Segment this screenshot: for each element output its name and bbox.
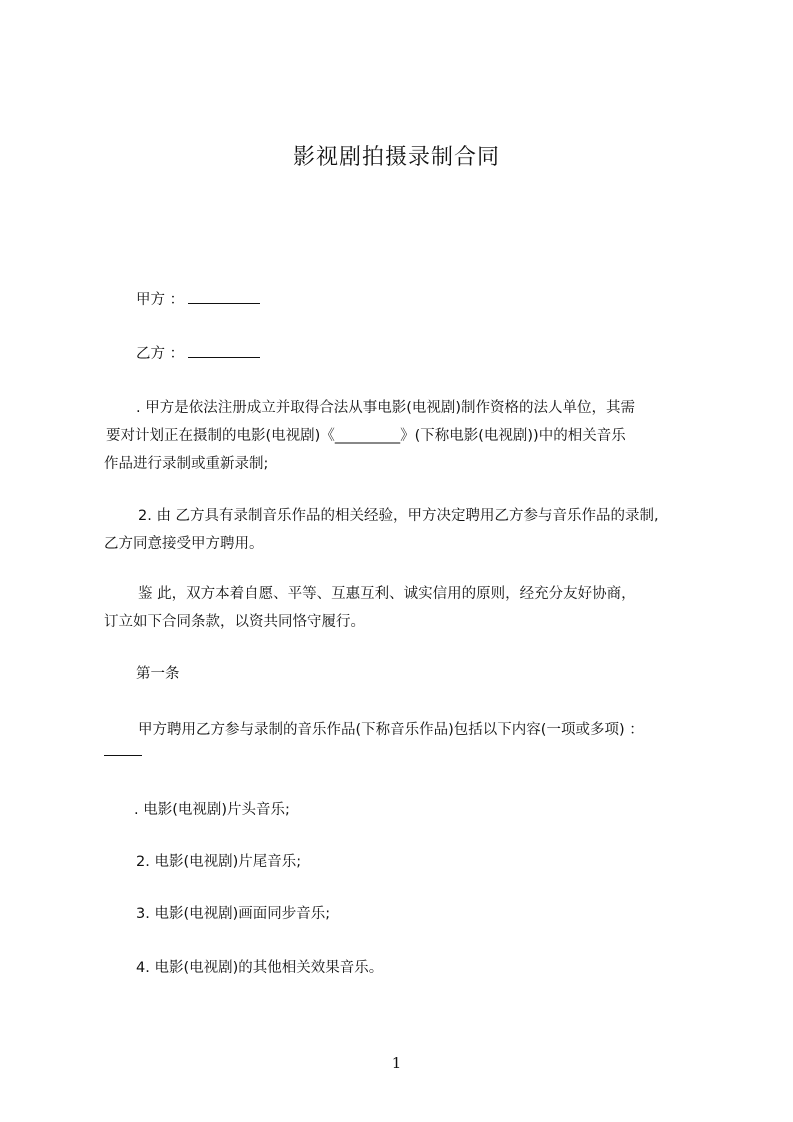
- clause-intro-2-line-1: 2. 由 乙方具有录制音乐作品的相关经验，甲方决定聘用乙方参与音乐作品的录制,: [138, 508, 659, 524]
- party-b-label: 乙方 ：: [136, 346, 185, 362]
- party-b-blank: [188, 343, 260, 358]
- clause-intro-3-line-2: 订立如下合同条款，以资共同恪守履行。: [104, 614, 365, 630]
- list-item: . 电影(电视剧)片头音乐;: [134, 802, 290, 818]
- clause-intro-1-line-1: . 甲方是依法注册成立并取得合法从事电影(电视剧)制作资格的法人单位，其需: [136, 400, 636, 416]
- article-1-heading: 第一条: [136, 666, 180, 682]
- list-item: 3. 电影(电视剧)画面同步音乐;: [136, 906, 331, 922]
- article-1-blank-line: [104, 738, 142, 766]
- party-a-blank: [188, 289, 260, 304]
- clause-intro-1-line-2: 要对计划正在摄制的电影(电视剧)《_________》(下称电影(电视剧))中的相关音乐: [106, 428, 626, 444]
- article-1-blank: [104, 741, 142, 756]
- article-1-text: 甲方聘用乙方参与录制的音乐作品(下称音乐作品)包括以下内容(一项或多项) ：: [138, 722, 644, 738]
- clause-intro-1-line-3: 作品进行录制或重新录制;: [104, 456, 269, 472]
- party-b-line: [136, 340, 260, 368]
- party-a-label: 甲方 ：: [136, 292, 185, 308]
- list-item: 4. 电影(电视剧)的其他相关效果音乐。: [136, 960, 384, 976]
- document-title: 影视剧拍摄录制合同: [292, 145, 500, 170]
- clause-intro-2-line-2: 乙方同意接受甲方聘用。: [104, 536, 264, 552]
- party-a-line: [136, 286, 260, 314]
- clause-intro-3-line-1: 鉴 此，双方本着自愿、平等、互惠互利、诚实信用的原则，经充分友好协商，: [138, 586, 636, 602]
- page-number: 1: [391, 1054, 402, 1072]
- list-item: 2. 电影(电视剧)片尾音乐;: [136, 854, 302, 870]
